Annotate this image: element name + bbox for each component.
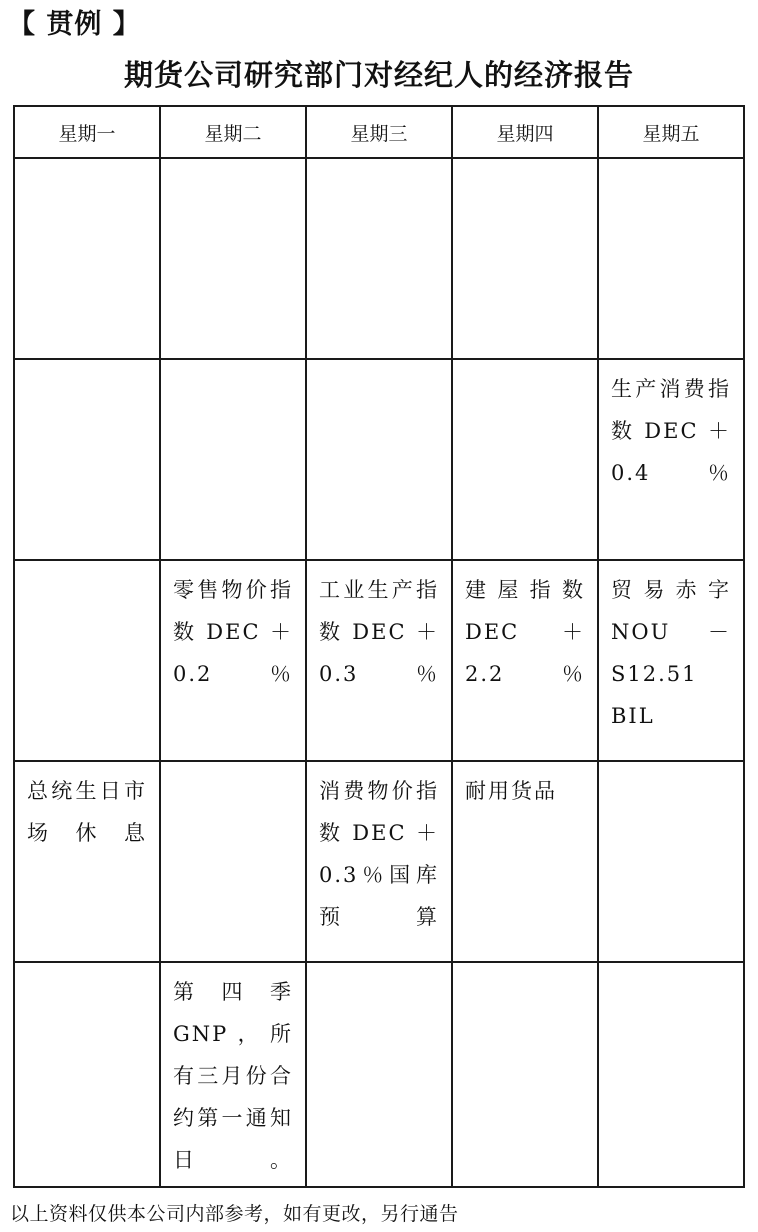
table-cell: 消费物价指数 DEC ＋ 0.3％国库预算 (306, 761, 452, 962)
table-cell (306, 962, 452, 1188)
table-cell: 生产消费指数 DEC ＋ 0.4％ (598, 359, 744, 560)
table-cell (598, 158, 744, 359)
table-cell (160, 158, 306, 359)
table-cell (452, 158, 598, 359)
table-cell: 贸易赤字 NOU － S12.51 BIL (598, 560, 744, 761)
table-cell (14, 158, 160, 359)
table-row (14, 962, 744, 1188)
document-title: 期货公司研究部门对经纪人的经济报告 (123, 58, 634, 92)
table-cell: 零售物价指数 DEC ＋ 0.2％ (160, 560, 306, 761)
table-cell (306, 359, 452, 560)
table-cell (14, 962, 160, 1188)
table-cell: 工业生产指数 DEC ＋0.3％ (306, 560, 452, 761)
table-row (14, 359, 744, 560)
table-cell (598, 962, 744, 1188)
weekly-report-table (13, 105, 745, 1188)
table-cell (160, 761, 306, 962)
section-tag: 【 贯例 】 (8, 9, 141, 40)
table-cell (452, 962, 598, 1188)
table-cell: 总统生日市场休息 (14, 761, 160, 962)
table-row (14, 560, 744, 761)
table-cell (598, 761, 744, 962)
table-cell (14, 359, 160, 560)
table-cell (452, 359, 598, 560)
table-cell: 建屋指数 DEC ＋ 2.2％ (452, 560, 598, 761)
header-thursday: 星期四 (452, 106, 598, 158)
header-monday: 星期一 (14, 106, 160, 158)
table-cell: 第四季 GNP，所有三月份合约第一通知日。 (160, 962, 306, 1188)
table-row (14, 761, 744, 962)
header-tuesday: 星期二 (160, 106, 306, 158)
header-friday: 星期五 (598, 106, 744, 158)
table-row (14, 158, 744, 359)
header-wednesday: 星期三 (306, 106, 452, 158)
table-header-row (14, 106, 744, 158)
table-cell (306, 158, 452, 359)
table-cell: 耐用货品 (452, 761, 598, 962)
table-cell (14, 560, 160, 761)
table-cell (160, 359, 306, 560)
footer-note: 以上资料仅供本公司内部参考，如有更改，另行通告 (10, 1203, 459, 1225)
